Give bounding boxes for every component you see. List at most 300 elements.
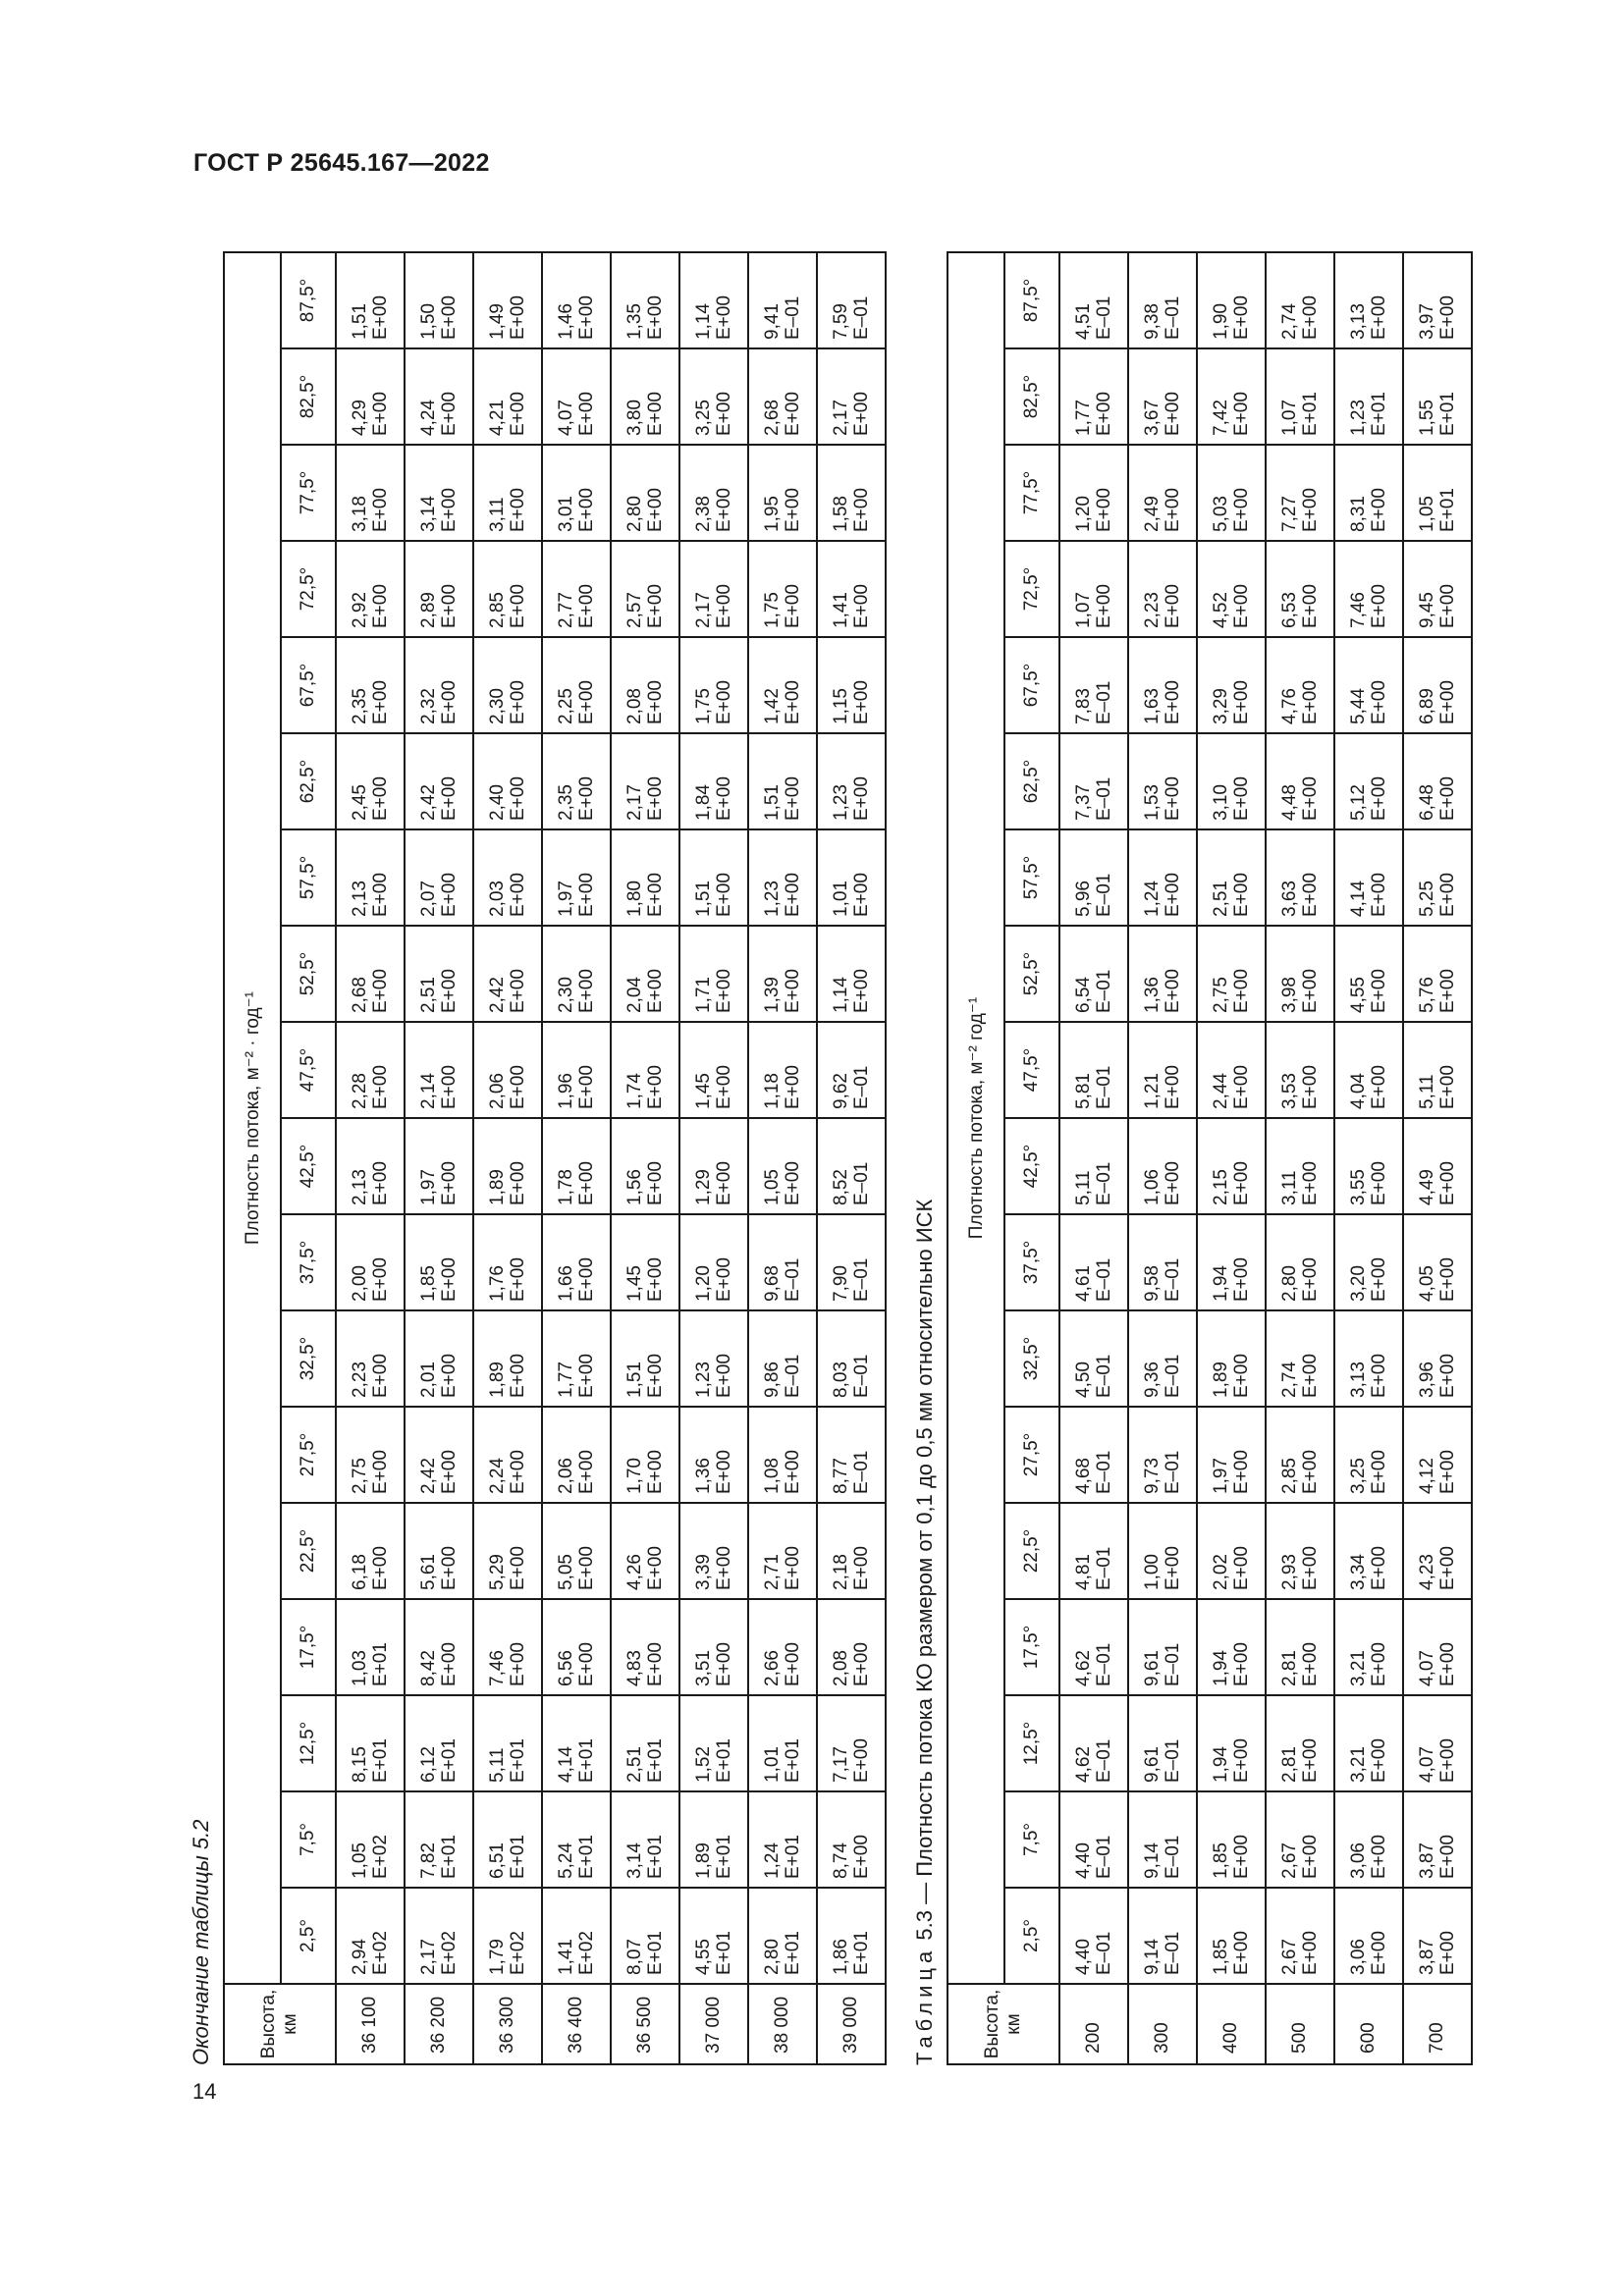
flux-cell [405, 926, 473, 1022]
flux-cell [679, 1599, 748, 1695]
flux-cell [336, 1599, 405, 1695]
flux-exponent: E–01 [1094, 1738, 1114, 1783]
flux-mantissa: 1,70 [624, 1458, 645, 1494]
flux-cell [473, 252, 542, 348]
flux-cell [1128, 1695, 1197, 1791]
flux-cell [1128, 1214, 1197, 1310]
flux-mantissa: 1,14 [831, 977, 851, 1013]
flux-exponent: E+00 [851, 873, 872, 917]
flux-cell [473, 637, 542, 733]
table-row [473, 252, 542, 2064]
flux-cell [1266, 1888, 1334, 1984]
flux-mantissa: 1,94 [1211, 1746, 1231, 1783]
angle-header: 37,5° [1004, 1214, 1059, 1310]
flux-mantissa: 2,28 [350, 1073, 370, 1109]
flux-mantissa: 1,77 [1073, 400, 1094, 436]
flux-cell [1403, 829, 1472, 926]
flux-mantissa: 2,66 [762, 1650, 783, 1686]
flux-cell [542, 445, 611, 541]
flux-mantissa: 3,11 [1279, 1170, 1300, 1205]
flux-exponent: E+00 [1369, 1642, 1389, 1686]
flux-cell [1334, 252, 1403, 348]
flux-mantissa: 2,07 [418, 881, 439, 917]
flux-cell [817, 1022, 886, 1118]
flux-exponent: E+00 [851, 776, 872, 821]
flux-mantissa: 1,56 [624, 1169, 645, 1205]
flux-exponent: E+01 [439, 1738, 460, 1783]
flux-mantissa: 4,61 [1073, 1265, 1094, 1302]
flux-exponent: E+01 [508, 1738, 528, 1783]
flux-mantissa: 1,63 [1142, 688, 1163, 724]
flux-mantissa: 2,02 [1211, 1554, 1231, 1590]
flux-cell [679, 637, 748, 733]
flux-mantissa: 2,01 [418, 1362, 439, 1398]
flux-mantissa: 2,25 [556, 688, 576, 724]
flux-mantissa: 1,86 [831, 1939, 851, 1975]
flux-exponent: E+00 [783, 1546, 803, 1590]
flux-mantissa: 6,12 [418, 1746, 439, 1783]
flux-mantissa: 4,55 [693, 1939, 714, 1975]
flux-exponent: E+00 [714, 295, 734, 340]
flux-exponent: E+00 [714, 1642, 734, 1686]
flux-mantissa: 4,83 [624, 1650, 645, 1686]
flux-mantissa: 2,57 [624, 592, 645, 628]
flux-mantissa: 3,14 [624, 1842, 645, 1879]
flux-mantissa: 4,48 [1279, 784, 1300, 821]
flux-exponent: E+00 [714, 1546, 734, 1590]
flux-cell [1128, 637, 1197, 733]
flux-mantissa: 1,23 [831, 784, 851, 821]
flux-exponent: E–01 [851, 1257, 872, 1302]
flux-cell [679, 1791, 748, 1888]
flux-mantissa: 7,46 [1348, 592, 1369, 628]
flux-mantissa: 1,36 [693, 1458, 714, 1494]
flux-cell [1334, 733, 1403, 829]
flux-exponent: E+00 [370, 1161, 391, 1205]
flux-mantissa: 4,51 [1073, 303, 1094, 340]
flux-exponent: E+00 [783, 1450, 803, 1494]
flux-mantissa: 2,15 [1211, 1169, 1231, 1205]
flux-exponent: E+00 [1231, 969, 1252, 1013]
flux-cell [542, 252, 611, 348]
flux-exponent: E+01 [851, 1931, 872, 1975]
flux-cell [748, 733, 817, 829]
flux-mantissa: 2,49 [1142, 496, 1163, 532]
flux-mantissa: 3,18 [350, 496, 370, 532]
flux-cell [336, 1695, 405, 1791]
flux-mantissa: 1,05 [762, 1169, 783, 1205]
angle-header: 2,5° [281, 1888, 336, 1984]
flux-exponent: E+00 [714, 392, 734, 436]
flux-mantissa: 2,03 [487, 881, 508, 917]
flux-exponent: E+00 [1231, 1065, 1252, 1109]
table-row [817, 252, 886, 2064]
flux-mantissa: 3,06 [1348, 1939, 1369, 1975]
flux-exponent: E+00 [1300, 1738, 1321, 1783]
altitude-cell: 38 000 [748, 1984, 817, 2064]
flux-cell [1128, 1310, 1197, 1407]
flux-mantissa: 2,68 [762, 400, 783, 436]
flux-cell [748, 445, 817, 541]
flux-exponent: E–01 [851, 1354, 872, 1398]
document-header: ГОСТ Р 25645.167—2022 [193, 149, 490, 177]
table-5-2-body [336, 252, 886, 2064]
flux-exponent: E+00 [508, 1546, 528, 1590]
altitude-cell: 600 [1334, 1984, 1403, 2064]
flux-exponent: E+00 [439, 295, 460, 340]
flux-exponent: E+00 [851, 584, 872, 628]
flux-exponent: E+00 [714, 584, 734, 628]
flux-cell [1059, 1407, 1128, 1503]
flux-exponent: E+00 [439, 873, 460, 917]
flux-cell [473, 1599, 542, 1695]
flux-mantissa: 2,06 [487, 1073, 508, 1109]
flux-cell [542, 926, 611, 1022]
flux-exponent: E+00 [645, 1161, 666, 1205]
flux-mantissa: 1,42 [762, 688, 783, 724]
angle-header: 67,5° [1004, 637, 1059, 733]
flux-exponent: E–01 [1094, 873, 1114, 917]
flux-cell [1059, 1791, 1128, 1888]
flux-mantissa: 1,29 [693, 1169, 714, 1205]
flux-exponent: E+00 [645, 1257, 666, 1302]
flux-mantissa: 2,44 [1211, 1073, 1231, 1109]
flux-cell [1403, 1118, 1472, 1214]
flux-exponent: E+00 [645, 584, 666, 628]
flux-cell [1197, 1022, 1266, 1118]
angle-header: 17,5° [281, 1599, 336, 1695]
flux-mantissa: 2,51 [1211, 881, 1231, 917]
flux-cell [679, 252, 748, 348]
flux-exponent: E+00 [1094, 488, 1114, 532]
flux-exponent: E+00 [508, 1450, 528, 1494]
flux-mantissa: 1,77 [556, 1362, 576, 1398]
flux-mantissa: 2,17 [624, 784, 645, 821]
flux-cell [611, 1118, 679, 1214]
flux-cell [679, 829, 748, 926]
flux-mantissa: 2,94 [350, 1939, 370, 1975]
flux-exponent: E+00 [851, 680, 872, 724]
flux-mantissa: 1,20 [693, 1265, 714, 1302]
flux-exponent: E+00 [508, 969, 528, 1013]
flux-mantissa: 1,23 [1348, 400, 1369, 436]
altitude-cell: 37 000 [679, 1984, 748, 2064]
flux-mantissa: 8,31 [1348, 496, 1369, 532]
flux-cell [1197, 1118, 1266, 1214]
flux-exponent: E–01 [1163, 295, 1183, 340]
flux-mantissa: 2,17 [418, 1939, 439, 1975]
flux-mantissa: 1,01 [831, 881, 851, 917]
angle-header: 72,5° [281, 541, 336, 637]
altitude-cell: 36 300 [473, 1984, 542, 2064]
flux-exponent: E+00 [645, 776, 666, 821]
angle-header: 82,5° [1004, 348, 1059, 445]
table-row [611, 252, 679, 2064]
flux-mantissa: 4,07 [1417, 1746, 1437, 1783]
flux-cell [679, 1695, 748, 1791]
flux-cell [1403, 926, 1472, 1022]
flux-mantissa: 2,17 [831, 400, 851, 436]
flux-exponent: E+00 [439, 776, 460, 821]
flux-mantissa: 1,08 [762, 1458, 783, 1494]
flux-mantissa: 4,23 [1417, 1554, 1437, 1590]
flux-exponent: E+00 [1231, 1450, 1252, 1494]
flux-cell [748, 926, 817, 1022]
flux-cell [611, 1791, 679, 1888]
flux-exponent: E+01 [439, 1835, 460, 1879]
flux-cell [1334, 1310, 1403, 1407]
flux-cell [1266, 1310, 1334, 1407]
flux-mantissa: 6,53 [1279, 592, 1300, 628]
flux-cell [611, 348, 679, 445]
flux-mantissa: 1,89 [1211, 1362, 1231, 1398]
flux-mantissa: 7,46 [487, 1650, 508, 1686]
flux-mantissa: 4,05 [1417, 1265, 1437, 1302]
flux-exponent: E+00 [1300, 1835, 1321, 1879]
flux-mantissa: 2,81 [1279, 1650, 1300, 1686]
flux-mantissa: 1,07 [1073, 592, 1094, 628]
flux-exponent: E+00 [576, 584, 597, 628]
flux-exponent: E+00 [508, 392, 528, 436]
flux-mantissa: 9,14 [1142, 1842, 1163, 1879]
flux-exponent: E+00 [645, 295, 666, 340]
angle-header: 37,5° [281, 1214, 336, 1310]
flux-mantissa: 7,27 [1279, 496, 1300, 532]
flux-exponent: E+00 [1437, 1642, 1458, 1686]
flux-mantissa: 9,68 [762, 1265, 783, 1302]
flux-mantissa: 1,21 [1142, 1073, 1163, 1109]
flux-mantissa: 6,54 [1073, 977, 1094, 1013]
flux-cell [1266, 541, 1334, 637]
flux-cell [1128, 926, 1197, 1022]
flux-cell [679, 445, 748, 541]
flux-exponent: E+00 [576, 1065, 597, 1109]
flux-mantissa: 1,01 [762, 1746, 783, 1783]
flux-exponent: E+01 [783, 1738, 803, 1783]
flux-mantissa: 2,13 [350, 881, 370, 917]
flux-cell [611, 1022, 679, 1118]
flux-exponent: E–01 [1163, 1931, 1183, 1975]
flux-exponent: E+00 [645, 488, 666, 532]
flux-cell [473, 1214, 542, 1310]
flux-exponent: E–01 [1094, 1161, 1114, 1205]
flux-exponent: E+00 [1369, 1738, 1389, 1783]
flux-mantissa: 1,80 [624, 881, 645, 917]
table-5-3-caption-text: 5.3 — Плотность потока КО размером от 0,1 до 0,5 мм относительно ИСК [912, 1199, 937, 1941]
flux-exponent: E+00 [1369, 488, 1389, 532]
flux-mantissa: 1,75 [762, 592, 783, 628]
flux-cell [542, 1888, 611, 1984]
angle-header: 27,5° [1004, 1407, 1059, 1503]
angle-header: 42,5° [1004, 1118, 1059, 1214]
angle-header: 52,5° [281, 926, 336, 1022]
flux-cell [1059, 926, 1128, 1022]
flux-mantissa: 9,61 [1142, 1746, 1163, 1783]
angle-header: 62,5° [281, 733, 336, 829]
flux-cell [1059, 1888, 1128, 1984]
flux-exponent: E–01 [1163, 1450, 1183, 1494]
flux-cell [542, 733, 611, 829]
flux-cell [405, 1503, 473, 1599]
flux-mantissa: 4,24 [418, 400, 439, 436]
flux-cell [405, 1310, 473, 1407]
flux-mantissa: 4,14 [556, 1746, 576, 1783]
flux-cell [405, 445, 473, 541]
flux-cell [817, 541, 886, 637]
flux-mantissa: 6,48 [1417, 784, 1437, 821]
flux-exponent: E–01 [1094, 1642, 1114, 1686]
flux-cell [1266, 1214, 1334, 1310]
flux-cell [1334, 926, 1403, 1022]
flux-exponent: E+01 [645, 1835, 666, 1879]
flux-cell [1403, 1888, 1472, 1984]
flux-mantissa: 1,53 [1142, 784, 1163, 821]
flux-cell [611, 252, 679, 348]
flux-mantissa: 2,30 [487, 688, 508, 724]
flux-mantissa: 3,06 [1348, 1842, 1369, 1879]
flux-cell [817, 445, 886, 541]
flux-exponent: E+00 [576, 776, 597, 821]
flux-exponent: E+01 [645, 1931, 666, 1975]
flux-cell [817, 926, 886, 1022]
flux-mantissa: 2,08 [624, 688, 645, 724]
flux-exponent: E+00 [508, 1354, 528, 1398]
flux-exponent: E+00 [576, 1450, 597, 1494]
flux-cell [1334, 637, 1403, 733]
flux-exponent: E+00 [1231, 392, 1252, 436]
flux-mantissa: 1,94 [1211, 1265, 1231, 1302]
flux-cell [1128, 1888, 1197, 1984]
flux-mantissa: 2,32 [418, 688, 439, 724]
flux-cell [1266, 829, 1334, 926]
flux-cell [336, 445, 405, 541]
flux-exponent: E+01 [1369, 392, 1389, 436]
flux-exponent: E+00 [851, 392, 872, 436]
flux-cell [679, 348, 748, 445]
flux-cell [405, 1022, 473, 1118]
flux-header: Плотность потока, м⁻² год⁻¹ [947, 252, 1004, 1984]
flux-mantissa: 4,07 [556, 400, 576, 436]
flux-mantissa: 1,07 [1279, 400, 1300, 436]
angle-header: 72,5° [1004, 541, 1059, 637]
flux-exponent: E+00 [1231, 1161, 1252, 1205]
flux-cell [405, 1118, 473, 1214]
flux-cell [542, 348, 611, 445]
flux-exponent: E+00 [783, 584, 803, 628]
flux-mantissa: 2,85 [1279, 1458, 1300, 1494]
flux-mantissa: 1,85 [1211, 1842, 1231, 1879]
flux-mantissa: 4,68 [1073, 1458, 1094, 1494]
flux-mantissa: 5,81 [1073, 1073, 1094, 1109]
flux-exponent: E+00 [508, 488, 528, 532]
flux-mantissa: 2,74 [1279, 303, 1300, 340]
flux-mantissa: 1,41 [831, 592, 851, 628]
flux-mantissa: 2,24 [487, 1458, 508, 1494]
flux-mantissa: 3,98 [1279, 977, 1300, 1013]
flux-cell [473, 445, 542, 541]
flux-exponent: E+00 [1300, 969, 1321, 1013]
flux-exponent: E+01 [508, 1835, 528, 1879]
flux-cell [473, 1695, 542, 1791]
flux-mantissa: 1,23 [693, 1362, 714, 1398]
flux-exponent: E+00 [714, 1354, 734, 1398]
flux-cell [542, 1022, 611, 1118]
flux-cell [1059, 348, 1128, 445]
flux-cell [1128, 348, 1197, 445]
flux-mantissa: 3,01 [556, 496, 576, 532]
flux-exponent: E+00 [576, 873, 597, 917]
flux-cell [611, 733, 679, 829]
flux-exponent: E+00 [1231, 776, 1252, 821]
angle-header: 57,5° [281, 829, 336, 926]
flux-cell [542, 1310, 611, 1407]
flux-cell [542, 1599, 611, 1695]
flux-exponent: E+00 [370, 392, 391, 436]
flux-exponent: E+00 [439, 584, 460, 628]
flux-cell [473, 1888, 542, 1984]
flux-cell [679, 1022, 748, 1118]
flux-exponent: E+00 [1300, 295, 1321, 340]
flux-mantissa: 1,39 [762, 977, 783, 1013]
flux-exponent: E+01 [370, 1642, 391, 1686]
flux-exponent: E+00 [439, 1450, 460, 1494]
flux-exponent: E+00 [370, 295, 391, 340]
flux-cell [405, 1791, 473, 1888]
flux-exponent: E+01 [645, 1738, 666, 1783]
flux-mantissa: 5,12 [1348, 784, 1369, 821]
flux-exponent: E–01 [1163, 1738, 1183, 1783]
flux-exponent: E+00 [714, 1450, 734, 1494]
flux-exponent: E+00 [1163, 1161, 1183, 1205]
flux-exponent: E+00 [508, 873, 528, 917]
flux-mantissa: 2,51 [418, 977, 439, 1013]
flux-cell [473, 1791, 542, 1888]
table-row [1059, 252, 1128, 2064]
flux-exponent: E+00 [1369, 295, 1389, 340]
flux-mantissa: 1,74 [624, 1073, 645, 1109]
flux-exponent: E+00 [645, 1065, 666, 1109]
flux-cell [1059, 637, 1128, 733]
flux-mantissa: 1,14 [693, 303, 714, 340]
flux-exponent: E+00 [439, 1354, 460, 1398]
flux-exponent: E–01 [1094, 1354, 1114, 1398]
flux-cell [748, 1503, 817, 1599]
flux-exponent: E+00 [1300, 1065, 1321, 1109]
flux-exponent: E+00 [783, 488, 803, 532]
flux-cell [1059, 1214, 1128, 1310]
flux-cell [1059, 541, 1128, 637]
flux-cell [336, 348, 405, 445]
flux-cell [1197, 1407, 1266, 1503]
flux-mantissa: 7,42 [1211, 400, 1231, 436]
flux-exponent: E+00 [576, 1257, 597, 1302]
table-row [336, 252, 405, 2064]
flux-exponent: E+00 [645, 969, 666, 1013]
flux-exponent: E+00 [1300, 680, 1321, 724]
flux-cell [1334, 1118, 1403, 1214]
flux-exponent: E+00 [1163, 584, 1183, 628]
flux-mantissa: 2,35 [350, 688, 370, 724]
flux-cell [1197, 348, 1266, 445]
flux-exponent: E+00 [439, 1642, 460, 1686]
flux-exponent: E+00 [439, 1065, 460, 1109]
flux-mantissa: 7,90 [831, 1265, 851, 1302]
flux-exponent: E+00 [508, 295, 528, 340]
angle-header: 7,5° [281, 1791, 336, 1888]
flux-cell [1197, 829, 1266, 926]
flux-cell [1128, 541, 1197, 637]
flux-mantissa: 6,51 [487, 1842, 508, 1879]
